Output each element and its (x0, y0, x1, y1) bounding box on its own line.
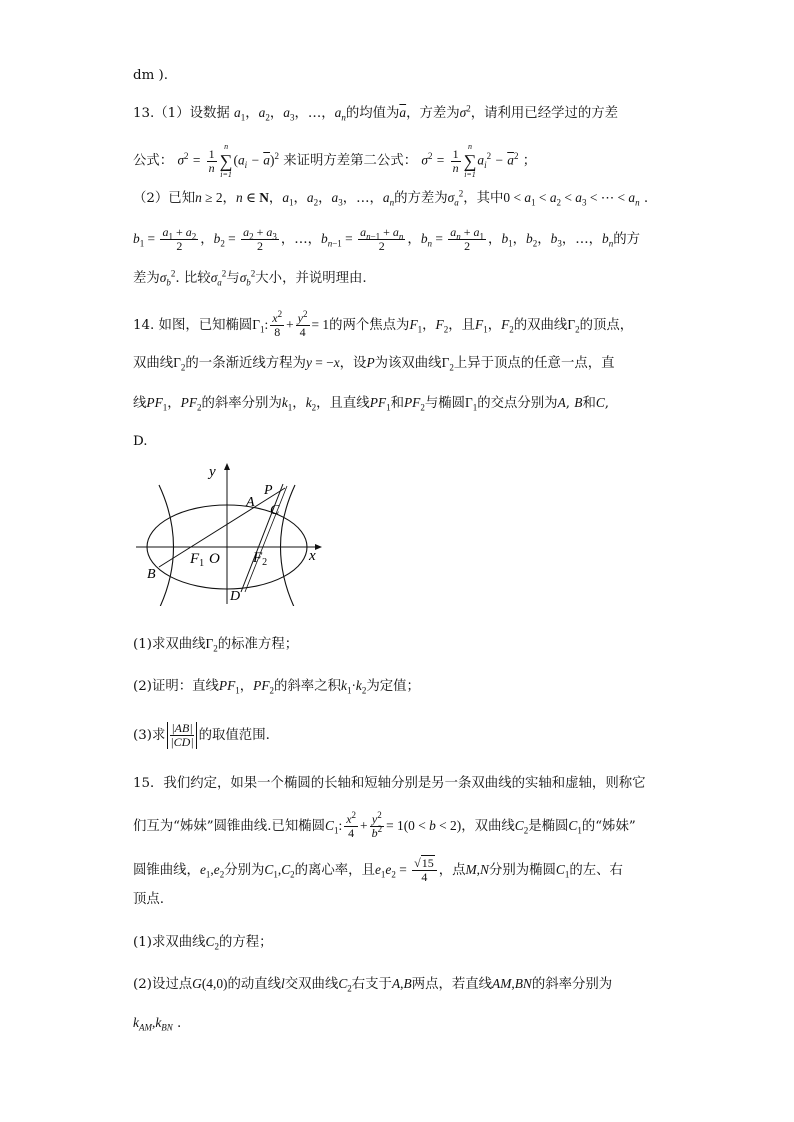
point-a-label: A (246, 495, 255, 510)
text: dm ). (133, 68, 169, 83)
sum-symbol: n ∑ i=1 (219, 142, 233, 179)
hyperbola-left-branch (159, 485, 174, 606)
x-axis-arrow (315, 544, 322, 550)
text: 的方 (613, 232, 640, 247)
text: 的标准方程； (217, 637, 299, 652)
text: 分别为椭圆 (488, 863, 556, 878)
question-14-line-3: 线$PF_1$，$PF_2$的斜率分别为$k_1$，$k_2$，且直线$PF_1$和$PF_2$与椭圆$\Gamma_1$的交点分别为A, B和C, (133, 395, 610, 413)
text: ，请利用已经学过的方差 (470, 106, 619, 121)
text: 两点，若直线 (411, 977, 493, 992)
text: (2)证明：直线 (133, 679, 219, 694)
text: 的斜率分别为 (201, 396, 282, 411)
point-b-label: B (147, 567, 156, 582)
text: 分别为 (224, 863, 265, 878)
point-c-label: C (270, 503, 280, 518)
text: 来证明方差第二公式： (283, 153, 418, 169)
question-14-line-1: 14. 如图，已知椭圆$\Gamma_1$: $\frac{x^2}{8}$ + $\frac{y^2}{4}$ = 1的两个焦点为$F_1$，$F_2$，且$F_1$，$F_2$的双曲线$\Gamma_2$的顶点， (133, 309, 634, 339)
text: 的“姊妹” (581, 819, 636, 834)
question-13-line-1: 13.（1）设数据 $a_1$，$a_2$，$a_3$，…，$a_n$的均值为$\overline{a}$，方差为$\sigma^2$，请利用已经学过的方差 (133, 103, 619, 123)
question-14-part-2: (2)证明：直线$PF_1$，$PF_2$的斜率之积$k_1\cdot k_2$为定值； (133, 678, 420, 696)
text: 与椭圆 (424, 396, 465, 411)
question-13-line-3: （2）已知n ≥ 2，n ∈ N，$a_1$，$a_2$，$a_3$，…，$a_n$的方差为$\sigma_a^2$，其中$0 < a_1 < a_2 < a_3$ < ⋯ < $a_n$ . (133, 188, 649, 208)
text-line (133, 66, 673, 86)
text: 的两个焦点为 (329, 318, 410, 333)
text: ，设 (339, 356, 367, 371)
sum-symbol: n ∑ i=1 (463, 142, 477, 179)
hyperbola-right-branch (281, 485, 296, 606)
point-p-label: P (264, 483, 273, 498)
text: 差为 (133, 271, 160, 286)
question-15-line-2: 们互为“姊妹”圆锥曲线.已知椭圆$C_1$: $\frac{x^2}{4}$ + $\frac{y^2}{b^2}$ = 1(0 < b < 2)，双曲线$C_2$是椭圆$C_1$的“姊妹” (133, 810, 636, 840)
text: 的左、右 (569, 863, 623, 878)
origin-label: O (209, 551, 220, 567)
text: 是椭圆 (528, 819, 569, 834)
text: 的方差为 (394, 191, 448, 206)
text: 的均值为 (345, 106, 400, 121)
question-15-part-2-cont: $k_{AM},k_{BN}$ . (133, 1015, 182, 1033)
question-15-part-2: (2)设过点G(4,0)的动直线l交双曲线$C_2$右支于A,B两点，若直线AM,BN的斜率分别为 (133, 976, 613, 994)
text: 大小，并说明理由. (255, 271, 367, 286)
text: ，且直线 (316, 396, 370, 411)
text: 的一条渐近线方程为 (185, 356, 306, 371)
point-d-label: D (230, 589, 241, 604)
fraction: $\frac{1}{n}$ (208, 146, 215, 175)
ellipse-hyperbola-figure (133, 458, 333, 606)
question-15-part-1: (1)求双曲线$C_2$的方程； (133, 934, 273, 952)
text: 为该双曲线 (374, 356, 442, 371)
text: ，双曲线 (461, 819, 515, 834)
axis-y-label: y (209, 464, 216, 480)
text: 14. 如图，已知椭圆 (133, 318, 253, 333)
text: 们互为“姊妹”圆锥曲线.已知椭圆 (133, 819, 326, 834)
text: . 比较 (175, 271, 211, 286)
focus-f1-label: $F_1$ (190, 551, 205, 569)
axis-x-label: x (309, 548, 316, 564)
question-15-line-4 (133, 890, 673, 910)
text: 的斜率之积 (274, 679, 341, 694)
text: 的斜率分别为 (531, 977, 613, 992)
text: 双曲线 (133, 356, 174, 371)
question-13-line-4: $b_1$ = $\frac{a_1 + a_2}{2}$ ，$b_2$ = $\frac{a_2 + a_3}{2}$ ，…，$b_{n-1}$ = $\frac{a_{n-1} + a_n}{2}$ ，$b_n$ = $\frac{a_n + a_1}{2}$ ，$b_1$，$b_2$，$b_3$，…，$b_n$的方 (133, 225, 640, 253)
text: 的取值范围. (198, 728, 270, 743)
text: 的顶点， (579, 318, 634, 333)
text: ，且 (448, 318, 475, 333)
text: 的动直线 (227, 977, 282, 992)
question-14-line-2: 双曲线$\Gamma_2$的一条渐近线方程为y = −x，设P为该双曲线$\Gamma_2$上异于顶点的任意一点，直 (133, 355, 615, 373)
text: (3)求 (133, 728, 166, 743)
focus-f2-label: $F_2$ (253, 550, 268, 568)
text: (2)设过点 (133, 977, 193, 992)
text: 上异于顶点的任意一点，直 (453, 356, 615, 371)
text: 15．我们约定，如果一个椭圆的长轴和短轴分别是另一条双曲线的实轴和虚轴，则称它 (133, 776, 646, 791)
question-number: 13. (133, 106, 155, 121)
text: 和 (390, 396, 404, 411)
text: 的方程； (218, 935, 273, 950)
text: 圆锥曲线， (133, 863, 200, 878)
fraction: $\frac{1}{n}$ (452, 146, 459, 175)
question-15-line-3: 圆锥曲线，$e_1,e_2$分别为$C_1,C_2$的离心率，且$e_1e_2$ = $\frac{√15}{4}$ ，点M,N分别为椭圆$C_1$的左、右 (133, 856, 623, 884)
text: ，其中 (463, 191, 504, 206)
text: 右支于 (351, 977, 392, 992)
text: 为定值； (366, 679, 420, 694)
ratio-fraction: $\frac{|AB|}{|CD|}$ (167, 722, 196, 749)
text: 公式： (133, 153, 174, 169)
question-13-line-5: 差为$\sigma_b^2$. 比较$\sigma_a^2$与$\sigma_b^2$大小，并说明理由. (133, 268, 367, 288)
question-14-part-1: (1)求双曲线$\Gamma_2$的标准方程； (133, 636, 299, 654)
text: 和 (582, 396, 596, 411)
text: 的离心率，且 (294, 863, 375, 878)
text: ，方差为 (406, 106, 460, 121)
text: 与 (226, 271, 240, 286)
text: 的交点分别为 (477, 396, 558, 411)
text: (1)求双曲线 (133, 637, 206, 652)
text: (1)求双曲线 (133, 935, 206, 950)
text: 顶点. (133, 892, 165, 907)
question-14-line-4 (133, 432, 673, 452)
y-axis-arrow (224, 463, 230, 470)
text: 的双曲线 (513, 318, 568, 333)
text: （1）设数据 (154, 106, 230, 121)
text: D. (133, 434, 148, 449)
question-14-part-3 (133, 722, 673, 749)
text: （2）已知 (133, 191, 196, 206)
text: 线 (133, 396, 147, 411)
text: 交双曲线 (284, 977, 339, 992)
question-15-line-1 (133, 774, 673, 794)
text: ，点 (438, 863, 466, 878)
question-13-line-2: 公式： $\sigma^2$ = $\frac{1}{n}$ n ∑ i=1 $(a_i - \overline{a})^2$ 来证明方差第二公式： $\sigma^2$ = $\frac{1}{n}$ n ∑ i=1 $a_i^2 - \overline{a}^2$ ； (133, 142, 537, 179)
